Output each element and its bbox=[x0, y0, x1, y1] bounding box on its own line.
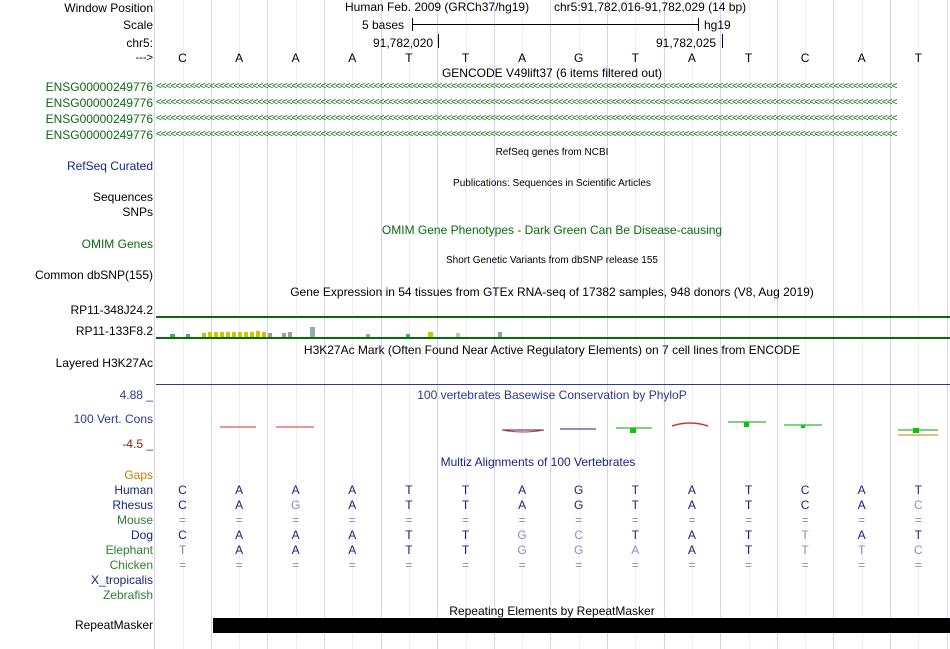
refseq-track-title: RefSeq genes from NCBI bbox=[495, 147, 609, 158]
alignment-base: = bbox=[631, 513, 639, 527]
gene-track-2[interactable]: <<<<<<<<<<<<<<<<<<<<<<<<<<<<<<<<<<<<<<<<<<<<<<<<<<<<<<<<<<<<<<<<<<<<<<<<<<<<<<<<<<<<<<<<<<<<<<<<<<<<<<<<<<<<<<<<<<<<<<<<<<<<<<<<<<<<<<<<<<<<<<<<<<<<<<<<< bbox=[156, 97, 897, 108]
alignment-base: G bbox=[574, 483, 584, 497]
alignment-base: G bbox=[574, 543, 584, 557]
sequence-base: A bbox=[857, 51, 866, 65]
species-label-human[interactable]: Human bbox=[114, 483, 153, 497]
alignment-base: A bbox=[631, 543, 640, 557]
gtex-gene-line-1[interactable] bbox=[156, 316, 950, 318]
gencode-track-title: GENCODE V49lift37 (6 items filtered out) bbox=[441, 66, 663, 80]
gene-label-3[interactable]: ENSG00000249776 bbox=[45, 112, 153, 126]
alignment-base: T bbox=[801, 543, 809, 557]
phylop-conservation-plot[interactable] bbox=[156, 410, 950, 440]
alignment-base: T bbox=[744, 528, 753, 542]
alignment-base: T bbox=[631, 498, 639, 512]
alignment-base: A bbox=[235, 528, 244, 542]
alignment-base: A bbox=[348, 528, 357, 542]
alignment-base: = bbox=[292, 513, 300, 527]
alignment-base: T bbox=[405, 483, 413, 497]
alignment-base: C bbox=[913, 498, 923, 512]
gene-track-1[interactable]: <<<<<<<<<<<<<<<<<<<<<<<<<<<<<<<<<<<<<<<<<<<<<<<<<<<<<<<<<<<<<<<<<<<<<<<<<<<<<<<<<<<<<<<<<<<<<<<<<<<<<<<<<<<<<<<<<<<<<<<<<<<<<<<<<<<<<<<<<<<<<<<<<<<<<<<<< bbox=[156, 81, 897, 92]
alignment-base: A bbox=[291, 528, 300, 542]
gtex-gene-line-2[interactable] bbox=[156, 337, 950, 339]
alignment-base: G bbox=[517, 528, 527, 542]
scale-label: Scale bbox=[122, 18, 153, 32]
alignment-base: C bbox=[178, 483, 187, 497]
alignment-base: C bbox=[800, 498, 810, 512]
gtex-gene-label-1[interactable]: RP11-348J24.2 bbox=[70, 303, 153, 317]
alignment-base: = bbox=[575, 558, 583, 572]
alignment-base: C bbox=[574, 528, 584, 542]
alignment-base: = bbox=[575, 513, 583, 527]
common-dbsnp-label[interactable]: Common dbSNP(155) bbox=[34, 268, 153, 282]
species-label-x-tropicalis[interactable]: X_tropicalis bbox=[90, 573, 153, 587]
alignment-base: = bbox=[801, 513, 809, 527]
alignment-base: A bbox=[348, 498, 357, 512]
alignment-base: = bbox=[292, 558, 300, 572]
gene-track-4[interactable]: <<<<<<<<<<<<<<<<<<<<<<<<<<<<<<<<<<<<<<<<<<<<<<<<<<<<<<<<<<<<<<<<<<<<<<<<<<<<<<<<<<<<<<<<<<<<<<<<<<<<<<<<<<<<<<<<<<<<<<<<<<<<<<<<<<<<<<<<<<<<<<<<<<<<<<<<< bbox=[156, 129, 897, 140]
sequences-label[interactable]: Sequences bbox=[92, 190, 153, 204]
position-left: 91,782,020 bbox=[373, 36, 434, 50]
alignment-base: = bbox=[858, 513, 866, 527]
gene-label-4[interactable]: ENSG00000249776 bbox=[45, 128, 153, 142]
scale-db: hg19 bbox=[704, 18, 731, 32]
alignment-base: A bbox=[687, 543, 696, 557]
snps-label[interactable]: SNPs bbox=[122, 205, 153, 219]
dbsnp-track-title: Short Genetic Variants from dbSNP release 155 bbox=[446, 255, 658, 266]
h3k27ac-baseline bbox=[156, 384, 950, 385]
alignment-base: G bbox=[574, 498, 584, 512]
alignment-base: T bbox=[461, 543, 470, 557]
sequence-base: T bbox=[461, 51, 470, 65]
gene-label-1[interactable]: ENSG00000249776 bbox=[45, 80, 153, 94]
alignment-base: T bbox=[801, 528, 809, 542]
layered-h3k27ac-label[interactable]: Layered H3K27Ac bbox=[55, 356, 153, 370]
gaps-label[interactable]: Gaps bbox=[124, 468, 153, 482]
sequence-base: C bbox=[800, 51, 810, 65]
alignment-base: T bbox=[405, 543, 413, 557]
position-right-tick bbox=[722, 34, 723, 48]
gene-track-3[interactable]: <<<<<<<<<<<<<<<<<<<<<<<<<<<<<<<<<<<<<<<<<<<<<<<<<<<<<<<<<<<<<<<<<<<<<<<<<<<<<<<<<<<<<<<<<<<<<<<<<<<<<<<<<<<<<<<<<<<<<<<<<<<<<<<<<<<<<<<<<<<<<<<<<<<<<<<<< bbox=[156, 113, 897, 124]
alignment-base: = bbox=[688, 558, 696, 572]
h3k27ac-track-title: H3K27Ac Mark (Often Found Near Active Regulatory Elements) on 7 cell lines from ENCODE bbox=[303, 343, 801, 357]
alignment-base: C bbox=[178, 528, 187, 542]
alignment-base: = bbox=[801, 558, 809, 572]
alignment-base: = bbox=[461, 513, 469, 527]
alignment-base: = bbox=[235, 558, 243, 572]
alignment-base: T bbox=[744, 483, 753, 497]
assembly-title: Human Feb. 2009 (GRCh37/hg19) bbox=[345, 0, 530, 14]
sequence-base: T bbox=[914, 51, 922, 65]
alignment-base: = bbox=[914, 558, 922, 572]
alignment-base: A bbox=[857, 498, 866, 512]
alignment-base: T bbox=[631, 528, 639, 542]
alignment-base: T bbox=[914, 528, 922, 542]
scale-text: 5 bases bbox=[362, 18, 405, 32]
base-boundary-line bbox=[154, 0, 155, 649]
position-left-tick bbox=[438, 34, 439, 48]
alignment-base: A bbox=[687, 528, 696, 542]
alignment-base: T bbox=[461, 498, 470, 512]
sequence-base: T bbox=[744, 51, 753, 65]
sequence-base: A bbox=[687, 51, 696, 65]
position-readout: chr5:91,782,016-91,782,029 (14 bp) bbox=[554, 0, 747, 14]
sequence-base: T bbox=[631, 51, 639, 65]
alignment-base: T bbox=[744, 498, 753, 512]
chrom-label: chr5: bbox=[126, 36, 153, 50]
alignment-base: A bbox=[291, 543, 300, 557]
alignment-base: G bbox=[291, 498, 301, 512]
alignment-base: = bbox=[858, 558, 866, 572]
publications-track-title: Publications: Sequences in Scientific Articles bbox=[453, 178, 651, 189]
alignment-base: = bbox=[461, 558, 469, 572]
phylop-track-title: 100 vertebrates Basewise Conservation by PhyloP bbox=[417, 388, 687, 402]
sequence-base: A bbox=[291, 51, 300, 65]
refseq-label[interactable]: RefSeq Curated bbox=[66, 159, 153, 173]
alignment-base: T bbox=[461, 483, 470, 497]
species-label-elephant[interactable]: Elephant bbox=[105, 543, 153, 557]
alignment-base: A bbox=[687, 498, 696, 512]
alignment-base: = bbox=[235, 513, 243, 527]
alignment-base: T bbox=[631, 483, 639, 497]
sequence-base: G bbox=[574, 51, 584, 65]
alignment-base: A bbox=[235, 543, 244, 557]
gtex-track-title: Gene Expression in 54 tissues from GTEx RNA-seq of 17382 samples, 948 donors (V8, Aug 2019) bbox=[290, 285, 814, 299]
scale-bar-left-tick bbox=[412, 18, 413, 31]
species-label-zebrafish[interactable]: Zebrafish bbox=[102, 588, 153, 602]
species-label-mouse[interactable]: Mouse bbox=[116, 513, 153, 527]
alignment-base: C bbox=[178, 498, 187, 512]
alignment-base: = bbox=[348, 513, 356, 527]
alignment-base: = bbox=[914, 513, 922, 527]
alignment-base: A bbox=[235, 483, 244, 497]
species-label-rhesus[interactable]: Rhesus bbox=[112, 498, 153, 512]
species-label-dog[interactable]: Dog bbox=[130, 528, 153, 542]
alignment-base: C bbox=[800, 483, 810, 497]
alignment-base: = bbox=[631, 558, 639, 572]
sequence-base: A bbox=[348, 51, 357, 65]
sequence-base: A bbox=[235, 51, 244, 65]
strand-arrow: ---> bbox=[135, 52, 153, 64]
alignment-base: = bbox=[744, 513, 752, 527]
alignment-base: T bbox=[178, 543, 187, 557]
alignment-base: = bbox=[518, 558, 526, 572]
alignment-base: A bbox=[687, 483, 696, 497]
alignment-base: = bbox=[178, 558, 186, 572]
alignment-base: A bbox=[518, 498, 527, 512]
repeatmasker-track-title: Repeating Elements by RepeatMasker bbox=[449, 604, 655, 618]
alignment-base: = bbox=[518, 513, 526, 527]
gtex-gene-label-2[interactable]: RP11-133F8.2 bbox=[75, 324, 153, 338]
alignment-base: A bbox=[291, 483, 300, 497]
cons-min-label: -4.5 _ bbox=[122, 437, 153, 451]
sequence-base: A bbox=[518, 51, 527, 65]
alignment-base: = bbox=[348, 558, 356, 572]
alignment-base: G bbox=[517, 543, 527, 557]
alignment-base: T bbox=[405, 498, 413, 512]
sequence-base: T bbox=[405, 51, 413, 65]
alignment-base: = bbox=[178, 513, 186, 527]
alignment-base: A bbox=[348, 543, 357, 557]
alignment-base: A bbox=[518, 483, 527, 497]
position-right: 91,782,025 bbox=[656, 36, 717, 50]
alignment-base: C bbox=[913, 543, 923, 557]
multiz-track-title: Multiz Alignments of 100 Vertebrates bbox=[440, 455, 636, 469]
alignment-base: T bbox=[914, 483, 922, 497]
omim-genes-label[interactable]: OMIM Genes bbox=[81, 237, 153, 251]
alignment-base: A bbox=[348, 483, 357, 497]
cons-max-label: 4.88 _ bbox=[119, 388, 153, 402]
scale-bar bbox=[412, 24, 698, 25]
scale-bar-right-tick bbox=[698, 18, 699, 31]
alignment-base: A bbox=[235, 498, 244, 512]
alignment-base: A bbox=[857, 528, 866, 542]
cons-track-label[interactable]: 100 Vert. Cons bbox=[73, 412, 153, 426]
gtex-expression-bars bbox=[156, 326, 536, 337]
sequence-base: C bbox=[178, 51, 187, 65]
repeatmasker-element[interactable] bbox=[213, 618, 950, 633]
alignment-base: = bbox=[688, 513, 696, 527]
alignment-base: = bbox=[405, 513, 413, 527]
alignment-base: = bbox=[744, 558, 752, 572]
repeatmasker-label[interactable]: RepeatMasker bbox=[74, 618, 153, 632]
alignment-base: T bbox=[744, 543, 753, 557]
omim-track-title: OMIM Gene Phenotypes - Dark Green Can Be Disease-causing bbox=[381, 223, 723, 237]
alignment-base: T bbox=[405, 528, 413, 542]
alignment-base: A bbox=[857, 483, 866, 497]
alignment-base: T bbox=[461, 528, 470, 542]
gene-label-2[interactable]: ENSG00000249776 bbox=[45, 96, 153, 110]
alignment-base: T bbox=[858, 543, 866, 557]
alignment-base: = bbox=[405, 558, 413, 572]
species-label-chicken[interactable]: Chicken bbox=[109, 558, 153, 572]
window-position-label: Window Position bbox=[64, 1, 153, 15]
